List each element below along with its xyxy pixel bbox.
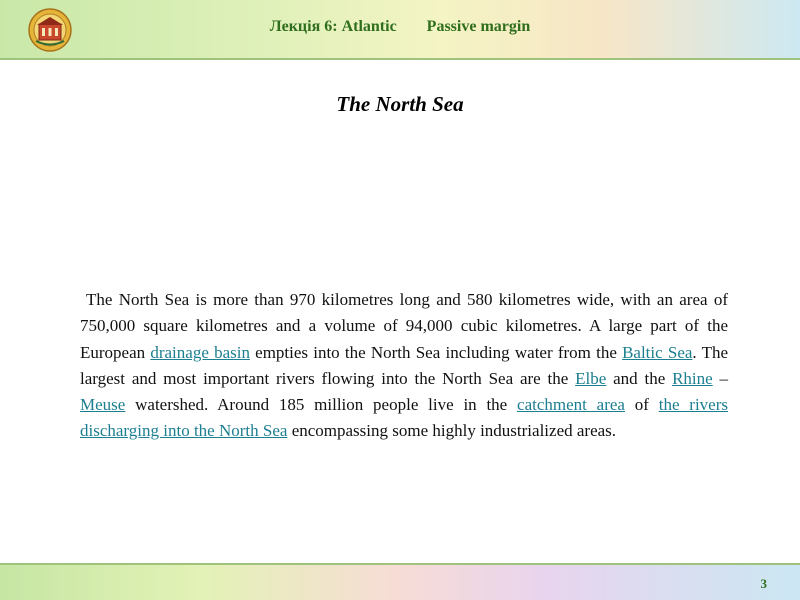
link-baltic-sea[interactable]: Baltic Sea	[622, 342, 693, 362]
lecture-title-part2: Passive margin	[426, 18, 531, 35]
link-meuse[interactable]: Meuse	[80, 395, 126, 415]
text-segment: –	[712, 368, 728, 388]
link-catchment-area[interactable]: catchment area	[517, 395, 625, 415]
link-rivers-discharging[interactable]: the rivers discharging into the North Sea	[80, 395, 729, 441]
page-number: 3	[760, 576, 767, 591]
text-segment: encompassing some highly industrialized areas.	[287, 421, 617, 441]
link-elbe[interactable]: Elbe	[575, 368, 607, 388]
footer-bar	[0, 565, 800, 600]
text-segment: The North Sea is more than 970 kilometres long and 580 kilometres wide, with an area of 750,000 square kilometres and a volume of 94,000 cubic kilometres. A large part of the European	[80, 290, 728, 362]
header-divider	[0, 58, 800, 60]
lecture-title	[0, 18, 800, 36]
body-paragraph	[80, 287, 728, 445]
text-segment: and the	[606, 368, 673, 388]
text-segment: of	[624, 395, 659, 415]
link-rhine[interactable]: Rhine	[672, 368, 713, 388]
lecture-title-part1: Лекція 6: Atlantic	[269, 18, 397, 35]
text-segment: watershed. Around 185 million people live in the	[125, 395, 518, 415]
link-drainage-basin[interactable]: drainage basin	[150, 342, 250, 362]
text-segment: empties into the North Sea including water from the	[249, 342, 623, 362]
slide-title: The North Sea	[336, 92, 464, 116]
text-segment: . The largest and most important rivers flowing into the North Sea are the	[80, 342, 728, 388]
